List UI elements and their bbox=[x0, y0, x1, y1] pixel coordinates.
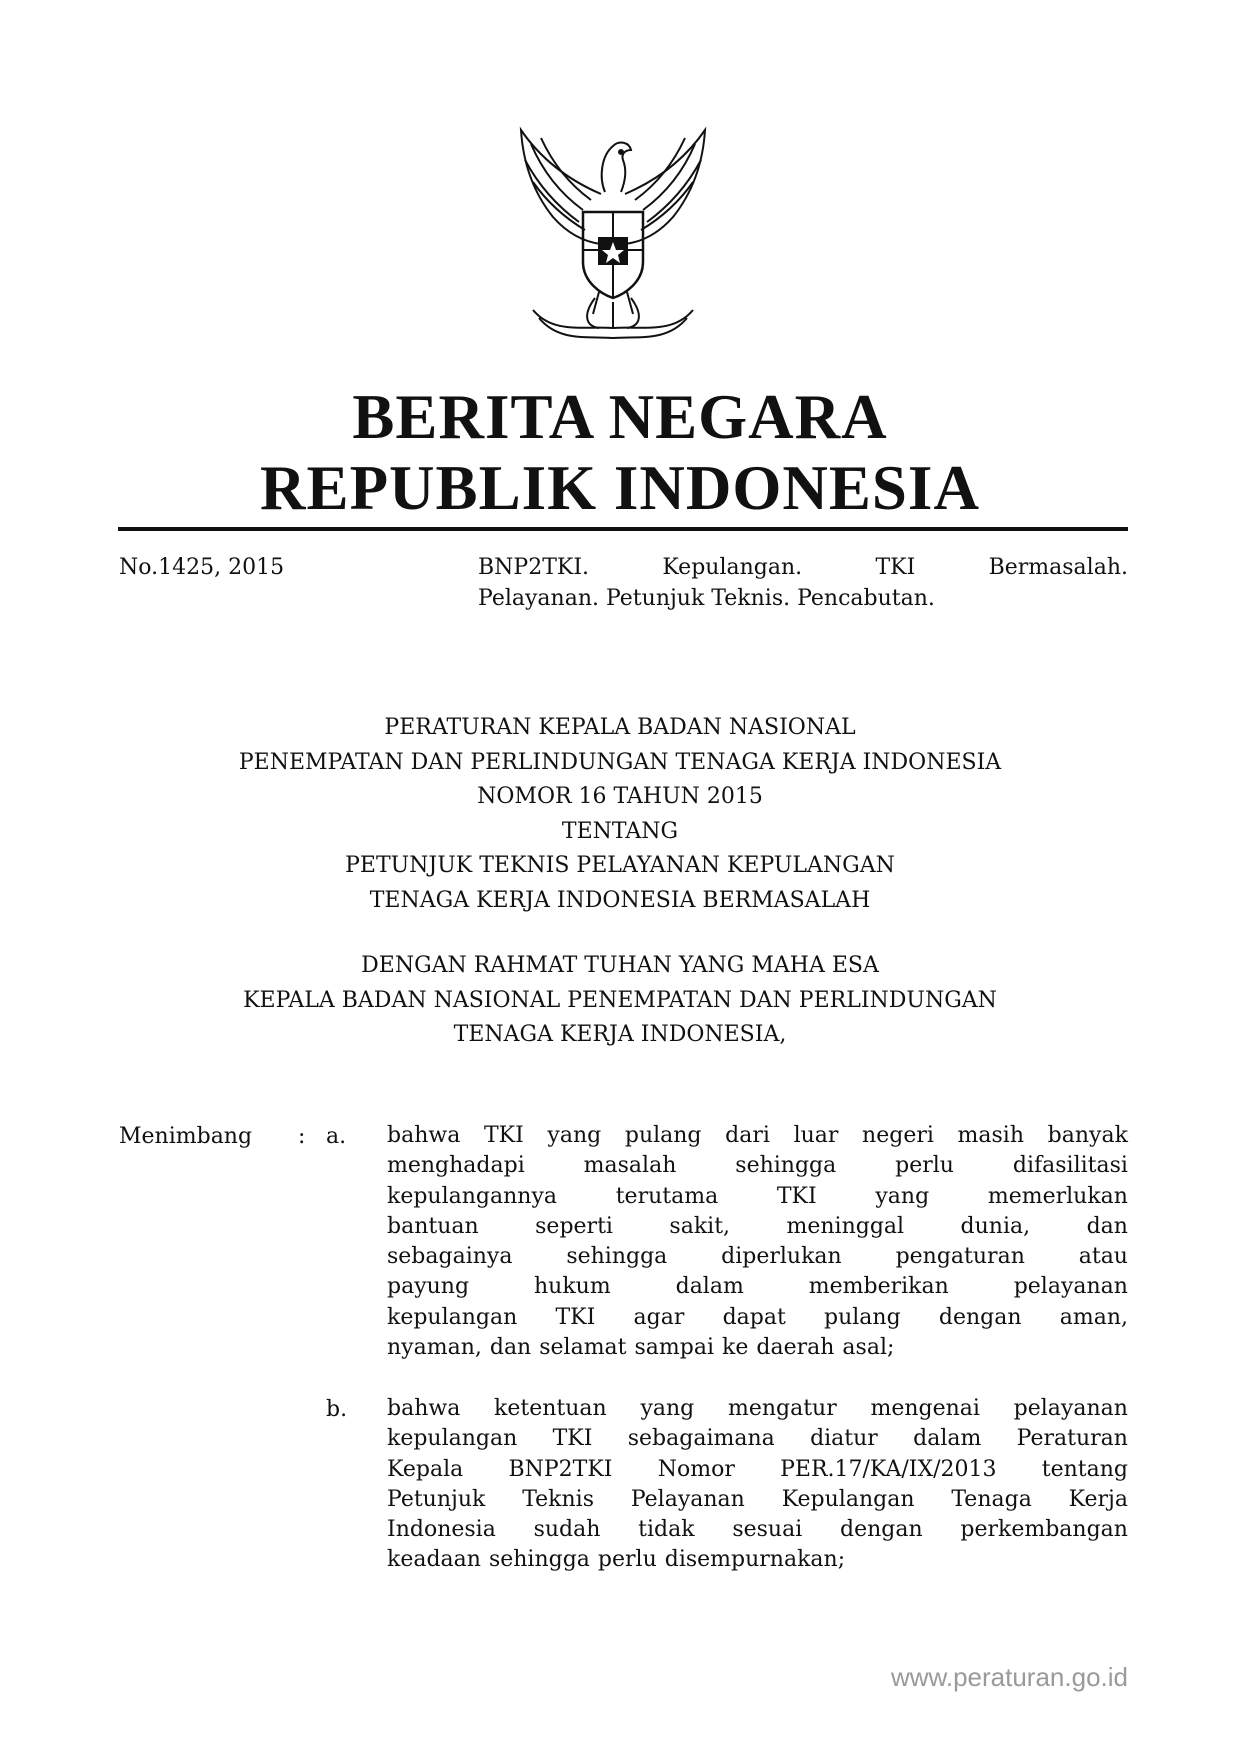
invocation-heading bbox=[0, 949, 1240, 1053]
item-word: kepulangan bbox=[387, 1426, 518, 1452]
item-word: masalah bbox=[583, 1153, 677, 1179]
item-word: dapat bbox=[722, 1304, 786, 1330]
item-word: luar bbox=[793, 1123, 839, 1148]
footer-url: www.peraturan.go.id bbox=[890, 1662, 1128, 1692]
item-word: memerlukan bbox=[987, 1183, 1128, 1209]
item-word: dalam bbox=[675, 1274, 744, 1300]
item-word: seperti bbox=[535, 1213, 613, 1239]
item-word: TKI bbox=[483, 1123, 524, 1148]
item-word: kepulangan bbox=[387, 1304, 518, 1330]
item-word: sesuai bbox=[732, 1517, 803, 1543]
item-word: Peraturan bbox=[1016, 1426, 1128, 1452]
item-word: Tenaga bbox=[951, 1486, 1032, 1512]
item-word: TKI bbox=[776, 1183, 817, 1209]
item-word: agar bbox=[633, 1304, 685, 1330]
item-word: menghadapi bbox=[387, 1153, 525, 1179]
item-word: perlu bbox=[597, 1547, 657, 1573]
item-word: dunia, bbox=[960, 1213, 1031, 1239]
subject-word: Kepulangan. bbox=[662, 555, 803, 580]
item-word: dari bbox=[725, 1123, 770, 1148]
item-word: bantuan bbox=[387, 1213, 479, 1239]
item-word: sehingga bbox=[488, 1547, 590, 1573]
item-word: Petunjuk bbox=[387, 1486, 486, 1512]
item-word: TKI bbox=[555, 1304, 596, 1330]
item-word: pelayanan bbox=[1013, 1274, 1128, 1300]
masthead-line-2: REPUBLIK INDONESIA bbox=[260, 453, 980, 523]
item-word: Kepala bbox=[387, 1456, 464, 1482]
item-word: negeri bbox=[862, 1123, 934, 1148]
item-word: sebagainya bbox=[387, 1244, 513, 1270]
item-word: ke bbox=[722, 1335, 749, 1361]
gazette-subject bbox=[478, 552, 1128, 614]
item-word: sebagaimana bbox=[627, 1426, 775, 1452]
considerations-colon: : bbox=[298, 1124, 306, 1149]
item-word: meninggal bbox=[786, 1213, 905, 1239]
item-word: Kerja bbox=[1068, 1486, 1128, 1512]
subject-word: BNP2TKI. bbox=[478, 555, 590, 580]
item-word: yang bbox=[640, 1396, 695, 1421]
consideration-item-b bbox=[387, 1394, 1128, 1576]
item-line bbox=[387, 1303, 1128, 1333]
item-word: mengatur bbox=[727, 1396, 837, 1421]
item-word: diperlukan bbox=[721, 1244, 842, 1270]
regulation-line: PETUNJUK TEKNIS PELAYANAN KEPULANGAN bbox=[345, 853, 895, 878]
item-word: keadaan bbox=[387, 1547, 481, 1573]
item-line bbox=[387, 1455, 1128, 1485]
item-line bbox=[387, 1394, 1128, 1424]
garuda-pancasila-icon bbox=[513, 122, 713, 344]
item-line bbox=[387, 1151, 1128, 1181]
masthead-title bbox=[0, 382, 1240, 524]
item-word: pengaturan bbox=[895, 1244, 1025, 1270]
item-word: dengan bbox=[938, 1304, 1022, 1330]
item-word: nyaman, bbox=[387, 1335, 482, 1361]
considerations-label: Menimbang bbox=[119, 1124, 253, 1149]
subject-line-1 bbox=[478, 552, 1128, 583]
item-word: bahwa bbox=[387, 1123, 461, 1148]
item-word: disempurnakan; bbox=[664, 1547, 846, 1573]
item-marker: a. bbox=[326, 1124, 347, 1149]
invocation-line: DENGAN RAHMAT TUHAN YANG MAHA ESA bbox=[361, 953, 879, 978]
item-line bbox=[387, 1333, 1128, 1363]
item-word: diatur bbox=[810, 1426, 878, 1452]
item-word: Nomor bbox=[657, 1456, 735, 1482]
item-word: Pelayanan bbox=[630, 1486, 745, 1512]
item-word: pulang bbox=[824, 1304, 901, 1330]
item-line bbox=[387, 1182, 1128, 1212]
item-word: dengan bbox=[840, 1517, 923, 1543]
item-word: yang bbox=[875, 1183, 930, 1209]
item-word: daerah bbox=[756, 1335, 835, 1361]
regulation-heading bbox=[0, 711, 1240, 918]
item-word: sampai bbox=[634, 1335, 715, 1361]
item-word: perlu bbox=[895, 1153, 954, 1179]
item-line bbox=[387, 1121, 1128, 1151]
item-word: sudah bbox=[533, 1517, 601, 1543]
item-word: memberikan bbox=[808, 1274, 949, 1300]
item-marker: b. bbox=[326, 1397, 348, 1422]
item-word: BNP2TKI bbox=[508, 1456, 613, 1482]
item-line bbox=[387, 1424, 1128, 1454]
item-word: pulang bbox=[624, 1123, 702, 1148]
item-word: selamat bbox=[539, 1335, 627, 1361]
item-word: tentang bbox=[1041, 1456, 1128, 1482]
item-word: mengenai bbox=[870, 1396, 980, 1421]
item-word: perkembangan bbox=[960, 1517, 1128, 1543]
item-word: banyak bbox=[1047, 1123, 1128, 1148]
item-word: atau bbox=[1078, 1244, 1128, 1270]
subject-word: TKI bbox=[875, 555, 916, 580]
item-word: Teknis bbox=[522, 1486, 594, 1512]
consideration-item-a bbox=[387, 1121, 1128, 1363]
item-word: dan bbox=[1086, 1213, 1128, 1239]
regulation-line: TENAGA KERJA INDONESIA BERMASALAH bbox=[369, 887, 871, 913]
item-word: PER.17/KA/IX/2013 bbox=[780, 1456, 997, 1482]
item-word: sehingga bbox=[735, 1153, 837, 1179]
item-word: bahwa bbox=[387, 1396, 461, 1421]
subject-word: Bermasalah. bbox=[988, 555, 1128, 580]
item-line bbox=[387, 1545, 1128, 1575]
item-word: Indonesia bbox=[387, 1517, 496, 1543]
item-word: asal; bbox=[842, 1335, 895, 1361]
item-word: TKI bbox=[552, 1426, 593, 1452]
masthead-divider bbox=[118, 527, 1128, 531]
regulation-line: NOMOR 16 TAHUN 2015 bbox=[477, 784, 763, 809]
item-word: Kepulangan bbox=[781, 1486, 915, 1512]
item-word: tidak bbox=[638, 1517, 695, 1543]
item-word: payung bbox=[387, 1274, 470, 1300]
item-line bbox=[387, 1272, 1128, 1302]
item-word: hukum bbox=[533, 1274, 611, 1300]
item-word: dalam bbox=[913, 1426, 982, 1452]
item-word: dan bbox=[489, 1335, 532, 1361]
regulation-line: PERATURAN KEPALA BADAN NASIONAL bbox=[384, 715, 856, 740]
item-word: yang bbox=[547, 1123, 602, 1148]
regulation-line: PENEMPATAN DAN PERLINDUNGAN TENAGA KERJA INDONESIA bbox=[238, 749, 1002, 775]
item-word: sakit, bbox=[669, 1213, 731, 1239]
invocation-line: KEPALA BADAN NASIONAL PENEMPATAN DAN PERLINDUNGAN bbox=[243, 987, 997, 1013]
item-word: aman, bbox=[1059, 1304, 1128, 1330]
item-word: ketentuan bbox=[494, 1396, 607, 1421]
item-line bbox=[387, 1515, 1128, 1545]
item-word: masih bbox=[957, 1123, 1025, 1148]
item-word: terutama bbox=[615, 1183, 719, 1209]
gazette-number: No.1425, 2015 bbox=[119, 555, 285, 580]
item-word: sehingga bbox=[566, 1244, 668, 1270]
garuda-emblem bbox=[513, 122, 713, 344]
item-line bbox=[387, 1485, 1128, 1515]
masthead-line-1: BERITA NEGARA bbox=[352, 382, 888, 452]
item-word: pelayanan bbox=[1013, 1396, 1128, 1421]
subject-line-2: Pelayanan. Petunjuk Teknis. Pencabutan. bbox=[478, 586, 935, 611]
invocation-line: TENAGA KERJA INDONESIA, bbox=[453, 1022, 787, 1047]
item-line bbox=[387, 1242, 1128, 1272]
item-line bbox=[387, 1212, 1128, 1242]
item-word: difasilitasi bbox=[1012, 1153, 1128, 1179]
regulation-line: TENTANG bbox=[561, 818, 679, 844]
item-word: kepulangannya bbox=[387, 1183, 558, 1209]
